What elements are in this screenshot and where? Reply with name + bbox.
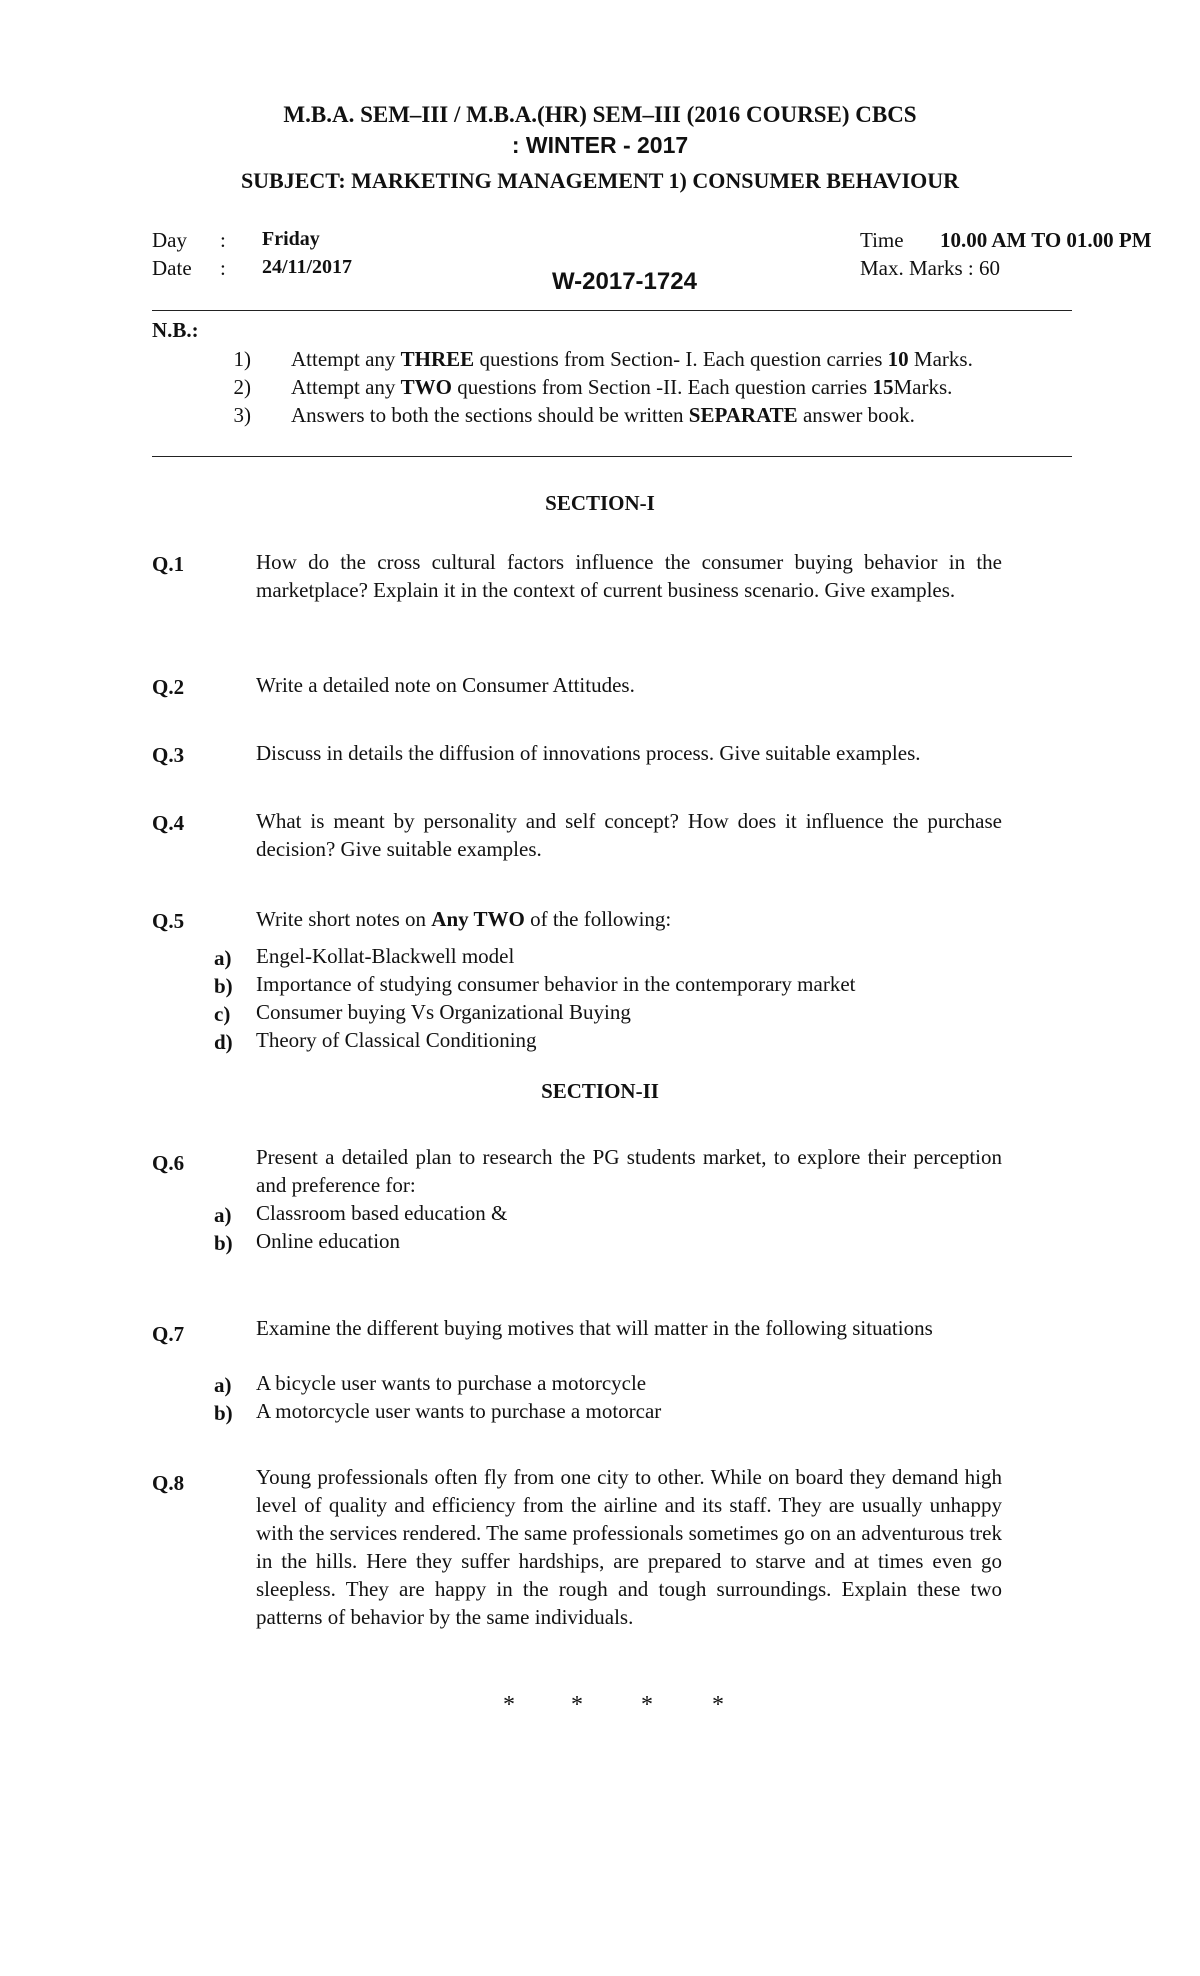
sub-item-text: Theory of Classical Conditioning xyxy=(256,1028,537,1052)
question-label: Q.2 xyxy=(152,675,185,699)
nb-number: 2) xyxy=(233,375,251,399)
sub-item-label: a) xyxy=(214,946,232,970)
nb-number: 3) xyxy=(233,403,251,427)
nb-number: 1) xyxy=(233,347,251,371)
time-value: 10.00 AM TO 01.00 PM xyxy=(940,228,1152,252)
nb-text: Attempt any xyxy=(291,347,401,371)
sub-item-text: Importance of studying consumer behavior in the contemporary market xyxy=(256,972,856,996)
question-text: What is meant by personality and self concept? How does it influence the purchase decision? Give suitable examples. xyxy=(256,809,1002,861)
end-star: * xyxy=(571,1692,583,1718)
sub-item-text: A motorcycle user wants to purchase a motorcar xyxy=(256,1399,662,1423)
nb-text: questions from Section- I. Each question carries xyxy=(474,347,888,371)
sub-item-text: Online education xyxy=(256,1229,401,1253)
time-label: Time xyxy=(860,228,904,252)
question-text xyxy=(256,905,1002,933)
date-colon: : xyxy=(220,256,226,280)
section-1-title: SECTION-I xyxy=(545,491,655,515)
sub-item-label: a) xyxy=(214,1203,232,1227)
nb-instruction xyxy=(291,375,952,400)
subject-line: SUBJECT: MARKETING MANAGEMENT 1) CONSUMER BEHAVIOUR xyxy=(240,168,960,193)
sub-item-text: Classroom based education & xyxy=(256,1201,508,1225)
nb-label: N.B.: xyxy=(152,318,199,342)
nb-instruction xyxy=(291,403,915,428)
exam-session xyxy=(0,132,1200,159)
nb-emphasis: 10 xyxy=(887,347,909,371)
nb-text: Answers to both the sections should be written xyxy=(291,403,689,427)
exam-title: M.B.A. SEM–III / M.B.A.(HR) SEM–III (2016 COURSE) CBCS xyxy=(283,102,917,127)
q5-text: of the following: xyxy=(524,907,672,931)
section-2-title: SECTION-II xyxy=(541,1079,659,1103)
sub-item-label: b) xyxy=(214,1231,233,1255)
sub-item-label: c) xyxy=(214,1002,231,1026)
day-value: Friday xyxy=(262,228,320,250)
paper-code: W-2017-1724 xyxy=(552,268,697,295)
day-label: Day xyxy=(152,228,187,252)
day-colon: : xyxy=(220,228,226,252)
nb-emphasis: THREE xyxy=(400,347,475,371)
sub-item-text: Consumer buying Vs Organizational Buying xyxy=(256,1000,631,1024)
nb-text: Attempt any xyxy=(291,375,401,399)
nb-text: Marks. xyxy=(908,347,973,371)
question-label: Q.6 xyxy=(152,1151,185,1175)
q5-text: Write short notes on xyxy=(256,907,432,931)
date-value: 24/11/2017 xyxy=(262,256,353,278)
sub-item-text: Engel-Kollat-Blackwell model xyxy=(256,944,515,968)
question-label: Q.5 xyxy=(152,909,185,933)
sub-item-label: a) xyxy=(214,1373,232,1397)
question-text: How do the cross cultural factors influence the consumer buying behavior in the marketplace? Explain it in the context of current business scenario. Give examples. xyxy=(256,550,1002,602)
session-text: : WINTER - 2017 xyxy=(511,132,689,158)
nb-text: questions from Section -II. Each question carries xyxy=(452,375,873,399)
question-label: Q.8 xyxy=(152,1471,185,1495)
question-text: Young professionals often fly from one city to other. While on board they demand high level of quality and efficiency from the airline and its staff. They are usually unhappy with the services rendered. The same professionals sometimes go on an adventurous trek in the hills. Here they suffer hardships, are prepared to starve and at times even go sleepless. They are happy in the rough and tough surroundings. Explain these two patterns of behavior by the same individuals. xyxy=(256,1465,1002,1629)
nb-text: Marks. xyxy=(893,375,953,399)
question-label: Q.1 xyxy=(152,552,185,576)
question-text: Examine the different buying motives that will matter in the following situations xyxy=(256,1316,933,1340)
sub-item-label: d) xyxy=(214,1030,233,1054)
end-star: * xyxy=(712,1692,724,1718)
question-text: Present a detailed plan to research the PG students market, to explore their perception and preference for: xyxy=(256,1145,1002,1197)
sub-item-label: b) xyxy=(214,974,233,998)
end-star: * xyxy=(503,1692,515,1718)
end-star: * xyxy=(641,1692,653,1718)
nb-emphasis: TWO xyxy=(400,375,452,399)
sub-item-text: A bicycle user wants to purchase a motorcycle xyxy=(256,1371,647,1395)
nb-emphasis: 15 xyxy=(872,375,894,399)
nb-text: answer book. xyxy=(797,403,915,427)
nb-instruction xyxy=(291,347,973,372)
q5-emphasis: Any TWO xyxy=(431,907,525,931)
question-label: Q.7 xyxy=(152,1322,185,1346)
question-label: Q.4 xyxy=(152,811,185,835)
question-text: Discuss in details the diffusion of innovations process. Give suitable examples. xyxy=(256,741,921,765)
max-marks: Max. Marks : 60 xyxy=(860,256,1000,280)
question-text: Write a detailed note on Consumer Attitudes. xyxy=(256,673,635,697)
header-divider xyxy=(152,310,1072,311)
date-label: Date xyxy=(152,256,192,280)
question-label: Q.3 xyxy=(152,743,185,767)
sub-item-label: b) xyxy=(214,1401,233,1425)
nb-emphasis: SEPARATE xyxy=(688,403,798,427)
nb-divider xyxy=(152,456,1072,457)
